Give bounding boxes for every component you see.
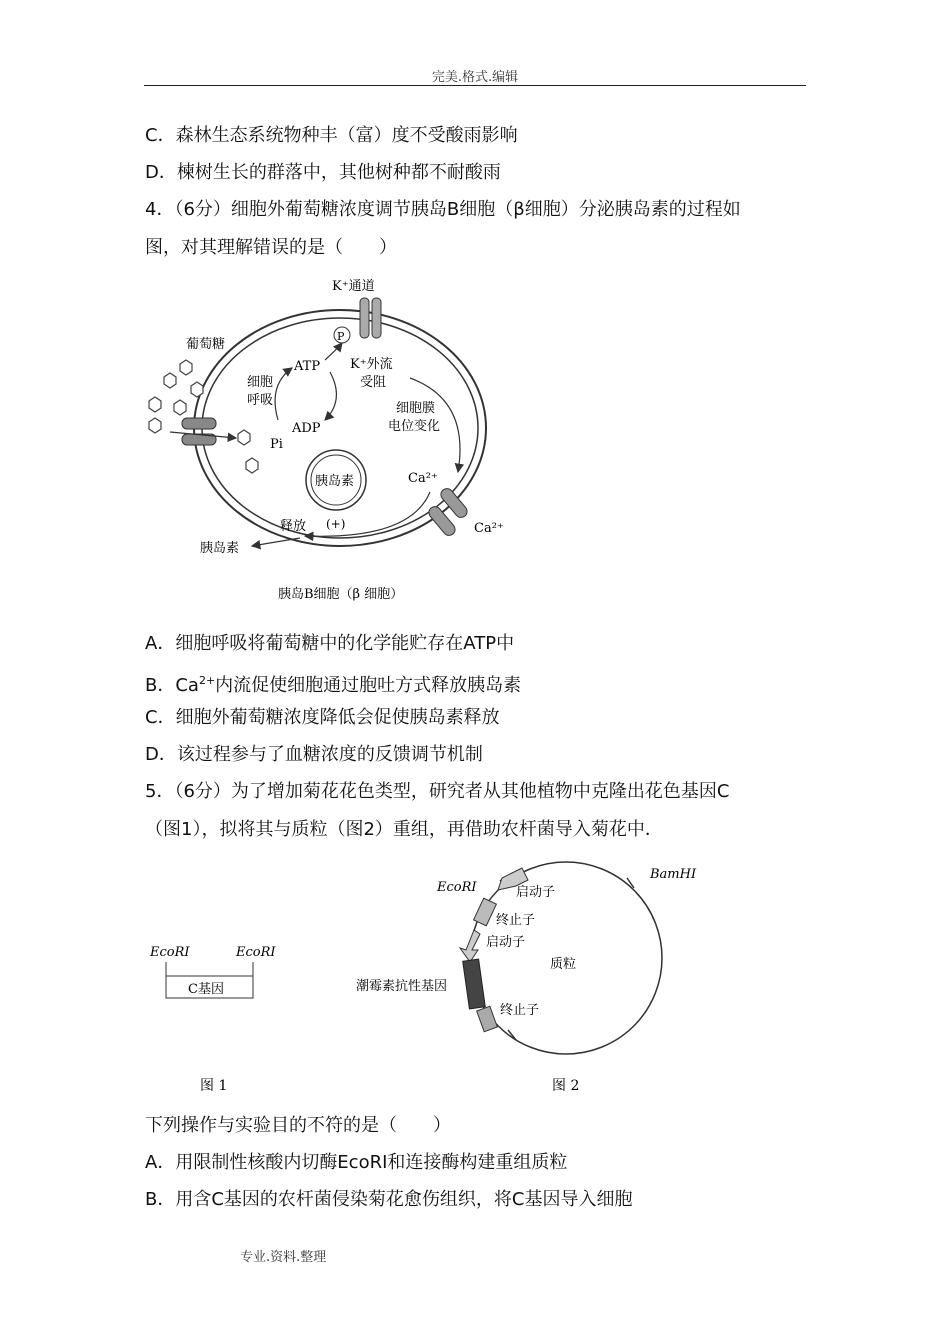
insulin-inside-label: 胰岛素 — [315, 474, 355, 489]
k-efflux-label-2: 受阻 — [360, 375, 387, 390]
fig1-caption: 图 1 — [200, 1078, 228, 1094]
resistance-gene-box — [463, 959, 486, 1009]
pi-label: Pi — [270, 437, 283, 452]
q4-stem-line1: 4．（6分）细胞外葡萄糖浓度调节胰岛B细胞（β细胞）分泌胰岛素的过程如 — [145, 199, 741, 220]
plus-label: (+) — [326, 517, 346, 531]
figure-2-plasmid — [356, 862, 697, 1094]
promoter2-arrow — [460, 930, 480, 962]
calcium-outside-label: Ca²⁺ — [474, 521, 504, 536]
q4-option-d: D．该过程参与了血糖浓度的反馈调节机制 — [145, 744, 483, 765]
q3-option-c: C．森林生态系统物种丰（富）度不受酸雨影响 — [145, 125, 518, 146]
c-gene-label: C基因 — [188, 982, 224, 997]
fig1-ecori-left: EcoRI — [150, 945, 190, 960]
phosphate-label: P — [337, 330, 345, 343]
q5-option-a: A．用限制性核酸内切酶EcoRI和连接酶构建重组质粒 — [145, 1152, 568, 1173]
page-footer: 专业.资料.整理 — [240, 1250, 327, 1265]
q3-option-d: D．楝树生长的群落中，其他树种都不耐酸雨 — [145, 162, 501, 183]
q4-option-b-sup: 2+ — [198, 674, 216, 687]
fig1-ecori-right: EcoRI — [236, 945, 276, 960]
release-label: 释放 — [280, 519, 307, 534]
terminator1-box — [474, 898, 497, 926]
promoter2-label: 启动子 — [486, 935, 526, 950]
q5-question: 下列操作与实验目的不符的是（ ） — [145, 1115, 451, 1136]
q5-stem-line2: （图1），拟将其与质粒（图2）重组，再借助农杆菌导入菊花中． — [145, 819, 663, 840]
adp-label: ADP — [292, 421, 321, 436]
terminator2-label: 终止子 — [500, 1003, 540, 1018]
terminator2-box — [477, 1006, 498, 1031]
membrane-label-2: 电位变化 — [388, 419, 441, 434]
atp-label: ATP — [294, 359, 321, 374]
calcium-inside-label: Ca²⁺ — [408, 471, 438, 486]
k-channel-label: K⁺通道 — [332, 279, 375, 294]
promoter1-label: 启动子 — [516, 885, 556, 900]
respiration-label-1: 细胞 — [247, 375, 274, 390]
q5-option-b: B．用含C基因的农杆菌侵染菊花愈伤组织，将C基因导入细胞 — [145, 1189, 633, 1210]
fig2-caption: 图 2 — [552, 1078, 580, 1094]
figure-1-c-gene — [149, 945, 276, 1094]
plasmid-ecori-label: EcoRI — [437, 880, 477, 895]
bamhi-label: BamHI — [650, 867, 697, 882]
resistance-gene-label: 潮霉素抗性基因 — [356, 979, 448, 994]
terminator1-label: 终止子 — [496, 913, 536, 928]
glucose-label: 葡萄糖 — [186, 337, 226, 352]
q4-option-a: A．细胞呼吸将葡萄糖中的化学能贮存在ATP中 — [145, 633, 515, 654]
k-efflux-label-1: K⁺外流 — [350, 357, 393, 372]
q4-option-b-suffix: 内流促使细胞通过胞吐方式释放胰岛素 — [215, 675, 522, 696]
insulin-outside-label: 胰岛素 — [200, 541, 240, 556]
plasmid-label: 质粒 — [550, 957, 577, 972]
q5-stem-line1: 5．（6分）为了增加菊花花色类型，研究者从其他植物中克隆出花色基因C — [145, 781, 730, 802]
page-header: 完美.格式.编辑 — [431, 70, 519, 85]
q4-option-c: C．细胞外葡萄糖浓度降低会促使胰岛素释放 — [145, 707, 500, 728]
q4-option-b-prefix: B．Ca — [145, 675, 199, 696]
membrane-label-1: 细胞膜 — [396, 401, 436, 416]
beta-cell-caption: 胰岛B细胞（β 细胞） — [278, 587, 404, 602]
q4-stem-line2: 图，对其理解错误的是（ ） — [145, 237, 397, 258]
respiration-label-2: 呼吸 — [247, 393, 274, 408]
